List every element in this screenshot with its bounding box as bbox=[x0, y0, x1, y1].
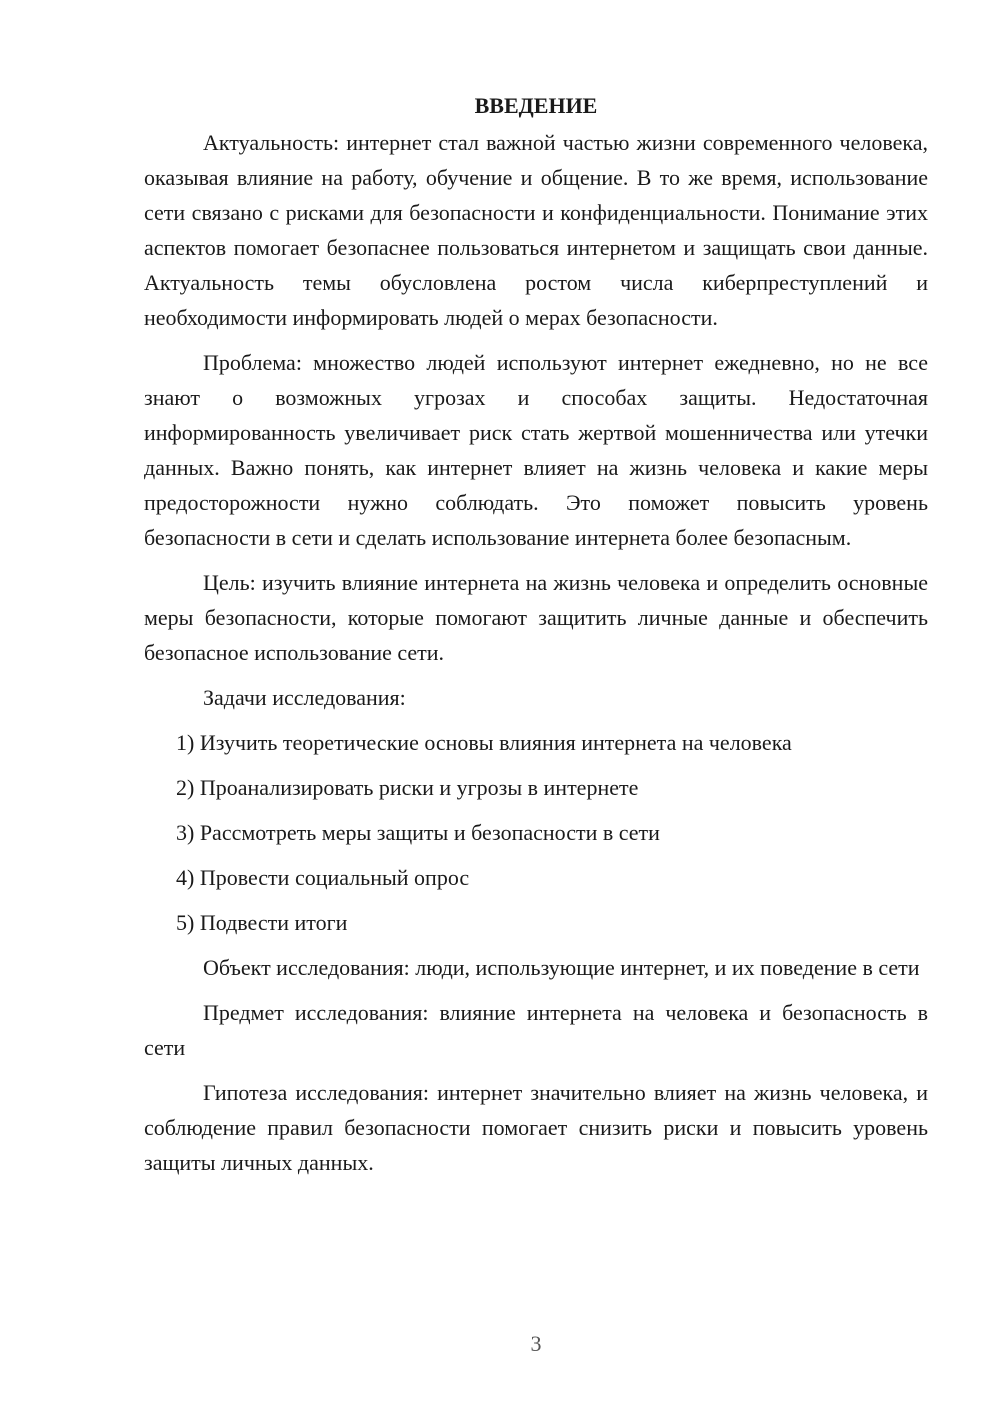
paragraph-subject: Предмет исследования: влияние интернета на человека и безопасность в сети bbox=[144, 1000, 928, 1060]
paragraph-relevance: Актуальность: интернет стал важной частью жизни современного человека, оказывая влияние на работу, обучение и общение. В то же время, использование сети связано с рисками для безопасности и конфиденциальности. Понимание этих аспектов помогает безопаснее пользоваться интернетом и защищать свои данные. Актуальность темы обусловлена ростом числа киберпреступлений и необходимости информировать людей о мерах безопасности. bbox=[144, 130, 928, 330]
tasks-heading: Задачи исследования: bbox=[203, 685, 406, 710]
task-item: 4) Провести социальный опрос bbox=[176, 865, 470, 890]
task-item: 3) Рассмотреть меры защиты и безопасности в сети bbox=[176, 820, 660, 845]
task-item: 5) Подвести итоги bbox=[176, 910, 348, 935]
section-title: ВВЕДЕНИЕ bbox=[474, 93, 598, 118]
paragraph-object: Объект исследования: люди, использующие интернет, и их поведение в сети bbox=[203, 955, 920, 980]
paragraph-problem: Проблема: множество людей используют интернет ежедневно, но не все знают о возможных угрозах и способах защиты. Недостаточная информированность увеличивает риск стать жертвой мошенничества или утечки данных. Важно понять, как интернет влияет на жизнь человека и какие меры предосторожности нужно соблюдать. Это поможет повысить уровень безопасности в сети и сделать использование интернета более безопасным. bbox=[144, 350, 928, 550]
task-item: 1) Изучить теоретические основы влияния интернета на человека bbox=[176, 730, 792, 755]
page-number: 3 bbox=[530, 1331, 542, 1356]
task-item: 2) Проанализировать риски и угрозы в интернете bbox=[176, 775, 639, 800]
paragraph-goal: Цель: изучить влияние интернета на жизнь человека и определить основные меры безопасности, которые помогают защитить личные данные и обеспечить безопасное использование сети. bbox=[144, 570, 928, 665]
tasks-list bbox=[144, 725, 928, 940]
paragraph-hypothesis: Гипотеза исследования: интернет значительно влияет на жизнь человека, и соблюдение правил безопасности помогает снизить риски и повысить уровень защиты личных данных. bbox=[144, 1080, 928, 1175]
document-page bbox=[144, 88, 928, 1190]
